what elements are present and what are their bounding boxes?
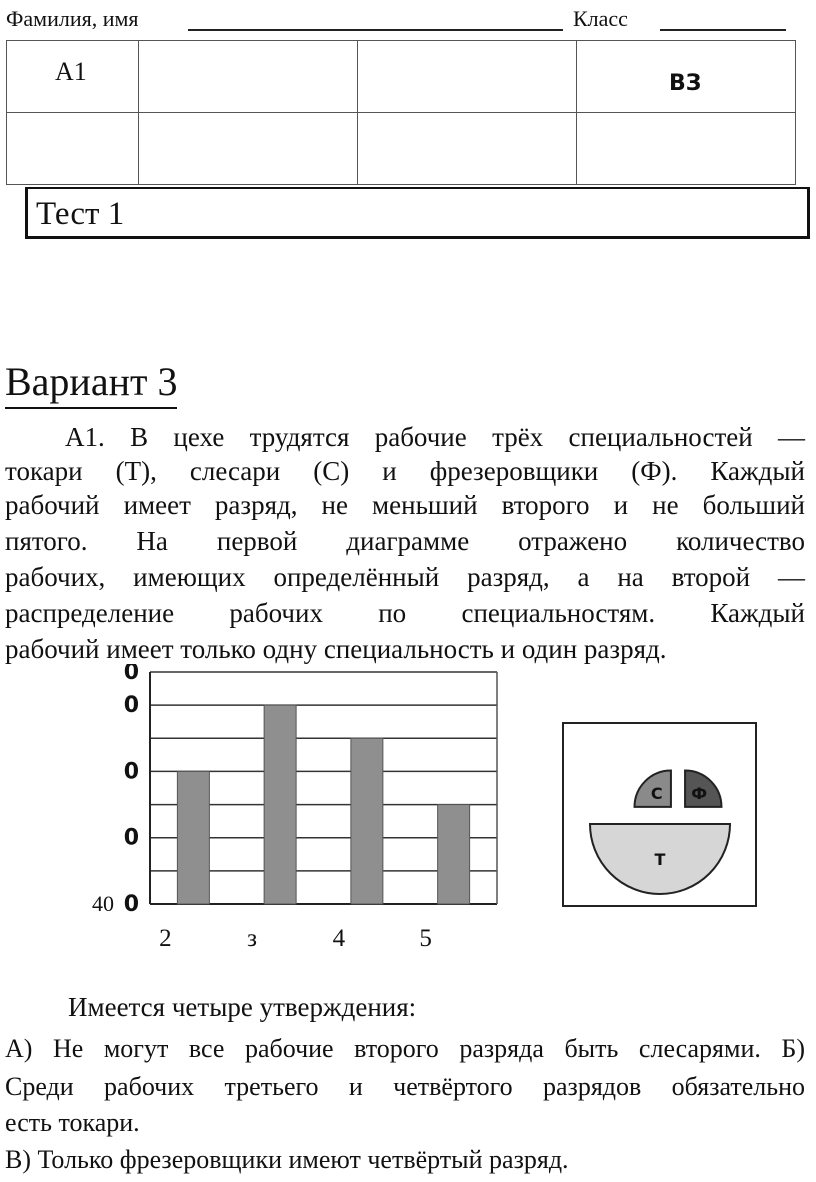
bar: [438, 805, 470, 904]
rank-bar-chart: [0, 664, 520, 964]
y-tick-label: 0: [123, 825, 139, 851]
a1-label: А1: [55, 57, 87, 86]
class-input-line[interactable]: [660, 29, 786, 31]
statement-line: Среди рабочих третьего и четвёртого разрядов обязательно: [5, 1072, 805, 1101]
y-tick-label: 40: [92, 891, 114, 916]
answer-cell-b3[interactable]: [577, 41, 796, 113]
bar: [177, 771, 209, 904]
answer-cell[interactable]: [7, 113, 139, 185]
y-tick-label: 0: [123, 759, 139, 785]
bar: [351, 738, 383, 904]
x-tick-label: 2: [159, 925, 172, 952]
answer-cell[interactable]: [577, 113, 796, 185]
test-title-box: [25, 187, 810, 239]
problem-line: А1. В цехе трудятся рабочие трёх специальностей —: [65, 422, 805, 452]
name-label: Фамилия, имя: [6, 6, 139, 31]
pie-slice-label: Т: [654, 850, 666, 869]
problem-line: пятого. На первой диаграмме отражено количество: [5, 526, 805, 556]
statements-intro: Имеется четыре утверждения:: [68, 992, 417, 1022]
x-tick-label: 4: [332, 925, 346, 952]
problem-line: рабочий имеет разряд, не меньший второго и не больший: [5, 490, 805, 520]
y-tick-label: 0: [123, 892, 139, 917]
problem-line: токари (Т), слесари (С) и фрезеровщики (Ф). Каждый: [5, 456, 805, 486]
y-tick-label: 0: [123, 693, 139, 719]
y-tick-label: 0: [123, 664, 139, 685]
statement-line: А) Не могут все рабочие второго разряда быть слесарями. Б): [5, 1034, 805, 1063]
bar-chart-y-ticks: [92, 664, 139, 917]
statement-line: В) Только фрезеровщики имеют четвёртый разряд.: [5, 1145, 569, 1174]
test-title: Тест 1: [36, 196, 125, 232]
b3-label: ВЗ: [669, 71, 702, 96]
problem-line: рабочий имеет только одну специальность и один разряд.: [5, 634, 667, 664]
answer-cell[interactable]: [358, 41, 577, 113]
bar: [264, 705, 296, 904]
specialty-pie-chart: [562, 722, 758, 908]
problem-line: распределение рабочих по специальностям. Каждый: [5, 598, 805, 628]
answer-cell[interactable]: [139, 113, 358, 185]
x-tick-label: з: [247, 925, 258, 952]
pie-slice-label: С: [650, 783, 663, 803]
statement-line: есть токари.: [5, 1108, 140, 1137]
answer-cell[interactable]: [139, 41, 358, 113]
name-input-line[interactable]: [188, 29, 563, 31]
answer-grid: [6, 40, 796, 185]
answer-cell-a1[interactable]: [7, 41, 139, 113]
x-tick-label: 5: [419, 925, 432, 952]
problem-line: рабочих, имеющих определённый разряд, а на второй —: [5, 562, 805, 592]
bar-chart-x-ticks: [159, 925, 432, 952]
variant-title: Вариант 3: [5, 357, 177, 409]
answer-cell[interactable]: [358, 113, 577, 185]
pie-slice-label: Ф: [691, 783, 708, 803]
class-label: Класс: [573, 6, 628, 31]
